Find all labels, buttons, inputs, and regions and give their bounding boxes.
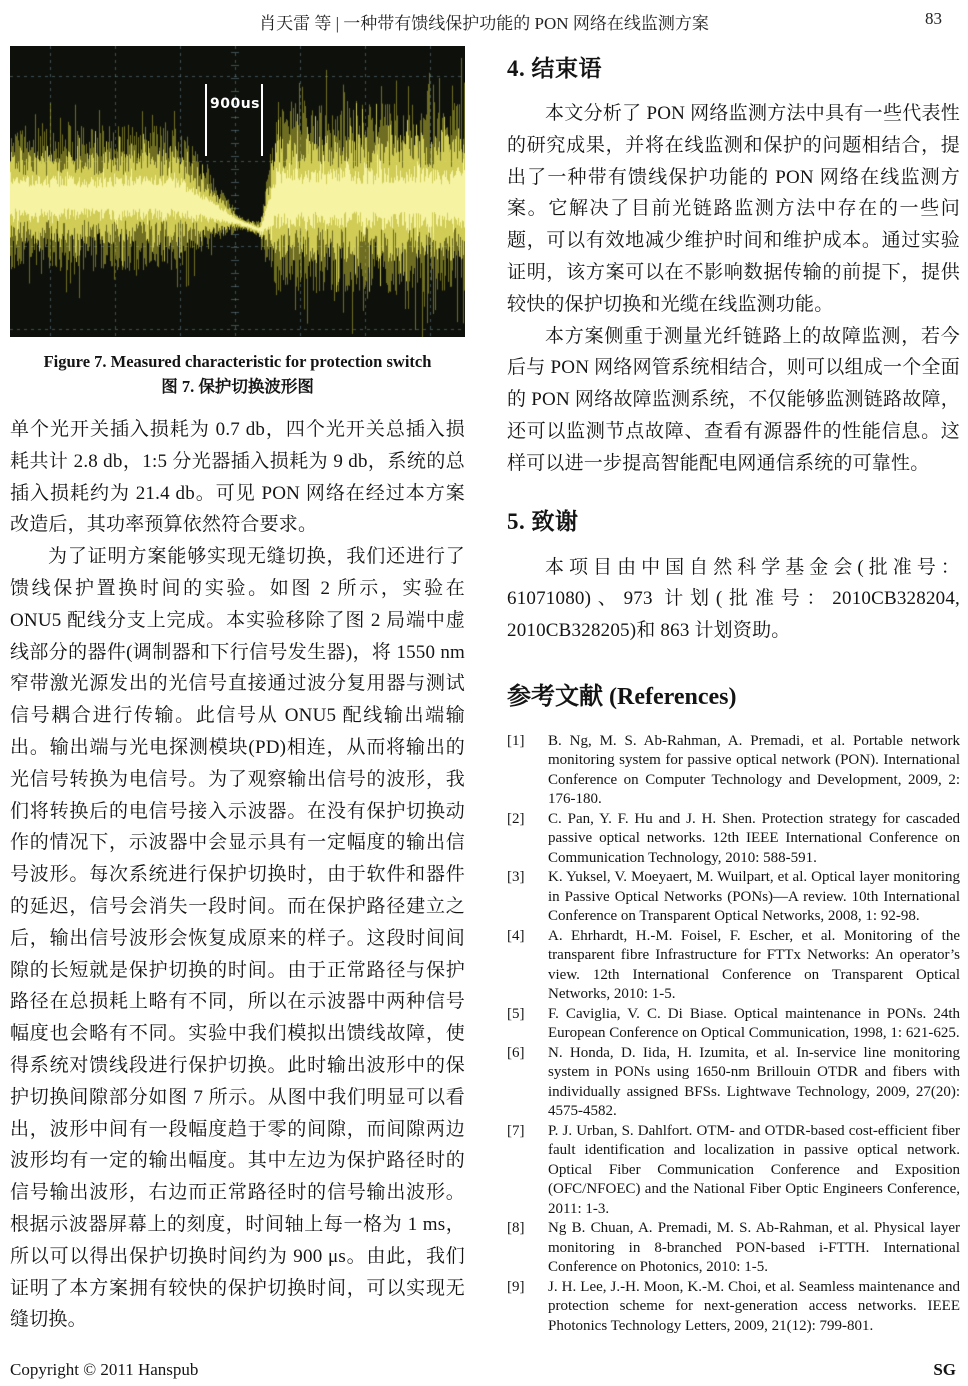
body-paragraph: 单个光开关插入损耗为 0.7 db，四个光开关总插入损耗共计 2.8 db，1:5 分光器插入损耗为 9 db，系统的总插入损耗约为 21.4 db。可见 PON 网络在经过本方案改造后，其功率预算依然符合要求。 [10,419,465,536]
reference-item [507,1005,960,1044]
page-header [0,0,968,34]
reference-text: A. Ehrhardt, H.-M. Foisel, F. Escher, et al. Monitoring of the transparent fibre Infrastructure for FTTx Networks: An operator’s view. 12th International Conference on Transparent Optical Networks, 2010: 1-5. [548,927,960,1003]
reference-item [507,868,960,927]
reference-text: P. J. Urban, S. Dahlfort. OTM- and OTDR-based cost-efficient fiber fault identification and localization in passive optical network. Optical Fiber Communication Conference and Exposition (OFC/NFOEC) and the National Fiber Optic Engineers Conference, 2011: 1-3. [548,1122,960,1217]
reference-label: [7] [507,1122,525,1139]
reference-text: B. Ng, M. S. Ab-Rahman, A. Premadi, et al. Portable network monitoring system for passive optical network (PON). International Conference on Computer Technology and Development, 2009, 2: 176-180. [548,732,960,808]
reference-label: [8] [507,1220,525,1237]
figure-caption-chinese: 图 7. 保护切换波形图 [161,377,314,396]
right-column [507,46,960,1336]
header-title: 肖天雷 等 | 一种带有馈线保护功能的 PON 网络在线监测方案 [259,14,709,33]
reference-text: C. Pan, Y. F. Hu and J. H. Shen. Protection strategy for cascaded passive optical networks. 12th IEEE International Conference on Communication Technology, 2010: 588-591. [548,810,960,866]
figure-caption [10,349,465,399]
section-heading-acknowledgement: 5. 致谢 [507,508,579,534]
references-heading: 参考文献 (References) [507,683,737,710]
references-list [507,732,960,1337]
reference-item [507,732,960,810]
reference-text: K. Yuksel, V. Moeyaert, M. Wuilpart, et al. Optical layer monitoring in Passive Optical Networks (PONs)—A review. 10th International Conference on Transparent Optical Networks, 2008, 1: 92-98. [548,869,960,925]
oscilloscope-trace-canvas [10,46,465,337]
section-heading-conclusion: 4. 结束语 [507,56,602,81]
left-column [10,46,465,1336]
reference-text: J. H. Lee, J.-H. Moon, K.-M. Choi, et al. Seamless maintenance and protection scheme for next-generation access networks. IEEE Photonics Technology Letters, 2009, 21(12): 799-801. [548,1278,960,1334]
reference-item [507,927,960,1005]
reference-label: [6] [507,1044,525,1061]
reference-label: [5] [507,1005,525,1022]
footer-mark: SG [933,1360,956,1379]
reference-item [507,1278,960,1337]
reference-label: [9] [507,1278,525,1295]
reference-text: N. Honda, D. Iida, H. Izumita, et al. In-service line monitoring system in PONs using 1650-nm Brillouin OTDR and fibers with individually assigned BFSs. Lightwave Technology, 2009, 27(20): 4575-4582. [548,1044,960,1120]
page-footer [0,1360,968,1380]
reference-item [507,1122,960,1220]
reference-item [507,1219,960,1278]
figure-caption-english: Figure 7. Measured characteristic for protection switch [43,352,432,371]
reference-item [507,810,960,869]
page-number: 83 [925,9,942,28]
reference-label: [4] [507,927,525,944]
body-paragraph: 本方案侧重于测量光纤链路上的故障监测，若今后与 PON 网络网管系统相结合，则可以组成一个全面的 PON 网络故障监测系统，不仅能够监测链路故障，还可以监测节点故障、查看有源器件的性能信息。这样可以进一步提高智能配电网通信系统的可靠性。 [507,325,960,474]
time-marker-left [205,84,207,156]
reference-text: F. Caviglia, V. C. Di Biase. Optical maintenance in PONs. 24th European Conference on Optical Communication, 1998, 1: 621-625. [548,1005,960,1042]
reference-label: [1] [507,732,525,749]
reference-text: Ng B. Chuan, A. Premadi, M. S. Ab-Rahman, et al. Physical layer monitoring in 8-branched PON-based i-FTTH. International Conference on Photonics, 2010: 1-5. [548,1220,960,1276]
footer-copyright: Copyright © 2011 Hanspub [10,1360,199,1379]
body-paragraph: 本项目由中国自然科学基金会(批准号：61071080)、973 计划(批准号：2010CB328204, 2010CB328205)和 863 计划资助。 [507,556,960,642]
reference-label: [2] [507,810,525,827]
time-gap-annotation: 900us [209,96,261,112]
reference-label: [3] [507,869,525,886]
figure-7-oscilloscope-image [10,46,465,337]
body-paragraph: 为了证明方案能够实现无缝切换，我们还进行了馈线保护置换时间的实验。如图 2 所示，实验在 ONU5 配线分支上完成。本实验移除了图 2 局端中虚线部分的器件(调制器和下行信号发生器)，将 1550 nm 窄带激光源发出的光信号直接通过波分复用器与测试信号耦合进行传输。此信号从 ONU5 配线输出端输出。输出端与光电探测模块(PD)相连，从而将输出的光信号转换为电信号。为了观察输出信号的波形，我们将转换后的电信号接入示波器。在没有保护切换动作的情况下，示波器中会显示具有一定幅度的输出信号波形。每次系统进行保护切换时，由于软件和器件的延迟，信号会消失一段时间。而在保护路径建立之后，输出信号波形会恢复成原来的样子。这段时间间隙的长短就是保护切换的时间。由于正常路径与保护路径在总损耗上略有不同，所以在示波器中两种信号幅度也会略有不同。实验中我们模拟出馈线故障，使得系统对馈线段进行保护切换。此时输出波形中的保护切换间隙部分如图 7 所示。从图中我们明显可以看出，波形中间有一段幅度趋于零的间隙，而间隙两边波形均有一定的输出幅度。其中左边为保护路径时的信号输出波形，右边而正常路径时的信号输出波形。根据示波器屏幕上的刻度，时间轴上每一格为 1 ms，所以可以得出保护切换时间约为 900 μs。由此，我们证明了本方案拥有较快的保护切换时间，可以实现无缝切换。 [10,546,465,1331]
two-column-layout [0,34,968,1336]
body-paragraph: 本文分析了 PON 网络监测方法中具有一些代表性的研究成果，并将在线监测和保护的问题相结合，提出了一种带有馈线保护功能的 PON 网络在线监测方案。它解决了目前光链路监测方法中存在的一些问题，可以有效地减少维护时间和维护成本。通过实验证明，该方案可以在不影响数据传输的前提下，提供较快的保护切换和光缆在线监测功能。 [507,103,960,315]
reference-item [507,1044,960,1122]
time-marker-right [261,84,263,156]
